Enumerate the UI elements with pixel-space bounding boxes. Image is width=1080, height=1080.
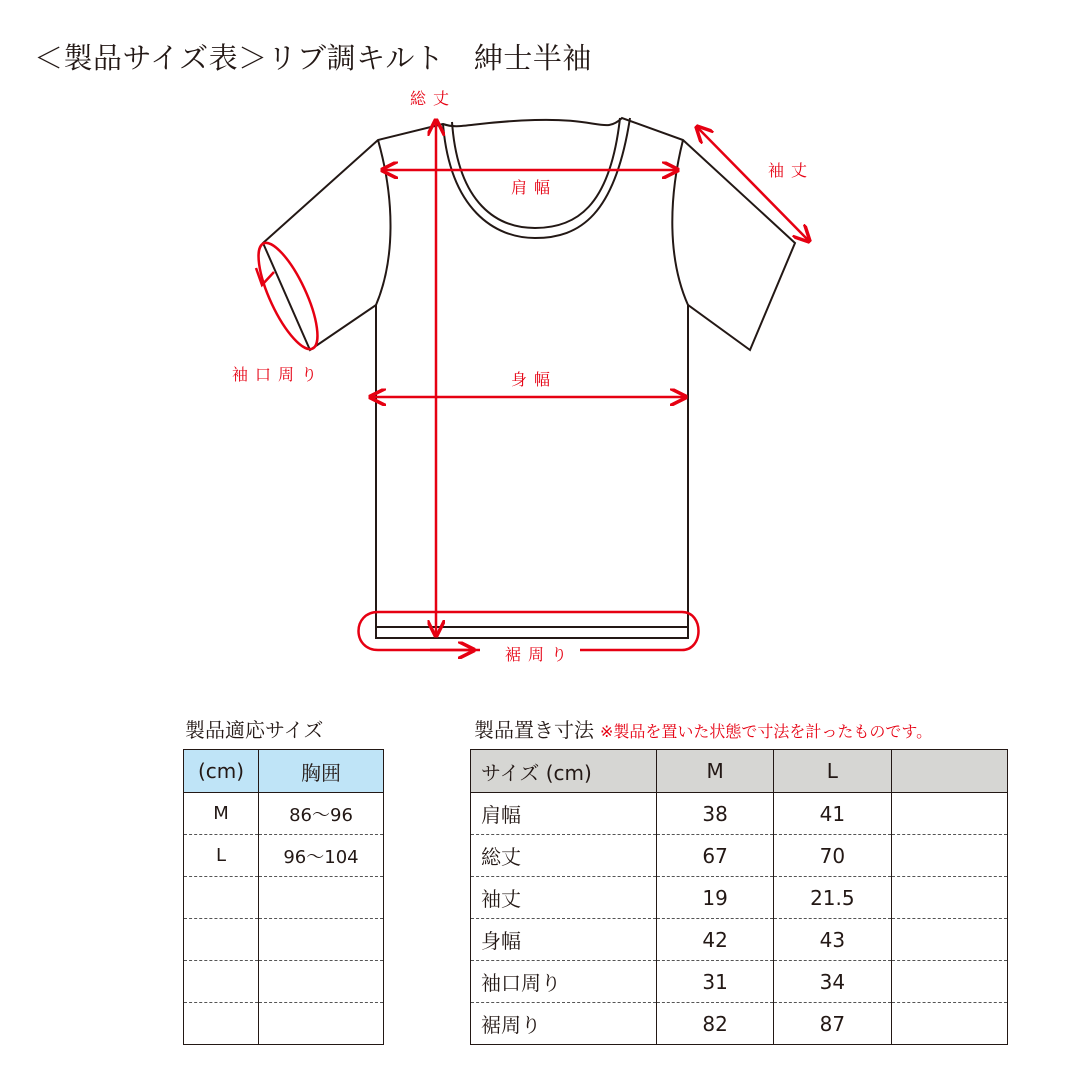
table-row — [184, 961, 384, 1003]
size-cell — [184, 877, 259, 919]
sleeve-length-arrow — [698, 128, 808, 240]
value-extra-cell — [891, 919, 1007, 961]
table-row — [184, 1003, 384, 1045]
value-m-cell: 38 — [657, 793, 774, 835]
label-shoulder-width: 肩幅 — [511, 178, 558, 197]
value-l-cell: 41 — [774, 793, 891, 835]
value-l-cell: 70 — [774, 835, 891, 877]
chest-cell: 86〜96 — [289, 804, 353, 826]
left-armhole — [376, 140, 391, 305]
header-cell — [891, 750, 1007, 793]
header-cell: M — [657, 750, 774, 793]
measure-name-cell: 身幅 — [471, 919, 657, 961]
neckline-inner — [452, 118, 620, 228]
table-row — [471, 1003, 1008, 1045]
table-row — [471, 961, 1008, 1003]
table-header-row — [184, 750, 384, 793]
label-total-length: 総丈 — [410, 89, 457, 108]
table-row — [184, 919, 384, 961]
value-extra-cell — [891, 877, 1007, 919]
value-l-cell: 87 — [774, 1003, 891, 1045]
chest-cell — [259, 877, 384, 919]
dimension-heading-text: 製品置き寸法 — [474, 718, 594, 742]
value-m-cell: 19 — [657, 877, 774, 919]
label-sleeve-opening: 袖口周り — [232, 365, 325, 384]
value-extra-cell — [891, 835, 1007, 877]
value-m-cell: 42 — [657, 919, 774, 961]
value-m-cell: 67 — [657, 835, 774, 877]
value-m-cell: 82 — [657, 1003, 774, 1045]
header-cell: サイズ (cm) — [471, 750, 657, 793]
table-row — [471, 793, 1008, 835]
size-cell — [184, 1003, 259, 1045]
dimension-note: ※製品を置いた状態で寸法を計ったものです。 — [600, 722, 933, 741]
chest-cell — [259, 961, 384, 1003]
chest-cell — [259, 919, 384, 961]
measure-name-cell: 袖丈 — [471, 877, 657, 919]
value-extra-cell — [891, 961, 1007, 1003]
value-m-cell: 31 — [657, 961, 774, 1003]
page-title: ＜製品サイズ表＞リブ調キルト 紳士半袖 — [34, 41, 592, 75]
size-cell: M — [184, 793, 259, 835]
table-row — [184, 877, 384, 919]
right-armhole — [672, 140, 688, 305]
sleeve-opening-arrowhead — [256, 268, 274, 285]
label-sleeve-length: 袖丈 — [768, 161, 815, 180]
value-extra-cell — [891, 1003, 1007, 1045]
table-row — [471, 877, 1008, 919]
header-cell: 胸囲 — [259, 750, 384, 793]
table-row — [471, 835, 1008, 877]
dimension-table-heading — [474, 714, 932, 743]
value-l-cell: 34 — [774, 961, 891, 1003]
fit-table-heading: 製品適応サイズ — [185, 718, 324, 742]
measure-name-cell: 袖口周り — [471, 961, 657, 1003]
value-l-cell: 21.5 — [774, 877, 891, 919]
header-cell: L — [774, 750, 891, 793]
label-body-width: 身幅 — [511, 370, 558, 389]
table-header-row — [471, 750, 1008, 793]
size-cell — [184, 961, 259, 1003]
label-hem: 裾周り — [505, 645, 575, 664]
measure-name-cell: 総丈 — [471, 835, 657, 877]
value-extra-cell — [891, 793, 1007, 835]
dimension-table — [470, 749, 1008, 1045]
size-cell — [184, 919, 259, 961]
measure-name-cell: 肩幅 — [471, 793, 657, 835]
measure-name-cell: 裾周り — [471, 1003, 657, 1045]
table-row — [184, 835, 384, 877]
chest-cell: 96〜104 — [259, 835, 384, 877]
value-l-cell: 43 — [774, 919, 891, 961]
size-cell: L — [184, 835, 259, 877]
chest-cell — [259, 1003, 384, 1045]
table-row — [471, 919, 1008, 961]
fit-size-table — [183, 749, 384, 1045]
sleeve-opening-loop — [247, 236, 329, 356]
header-cell: (cm) — [184, 750, 259, 793]
table-row — [184, 793, 384, 835]
